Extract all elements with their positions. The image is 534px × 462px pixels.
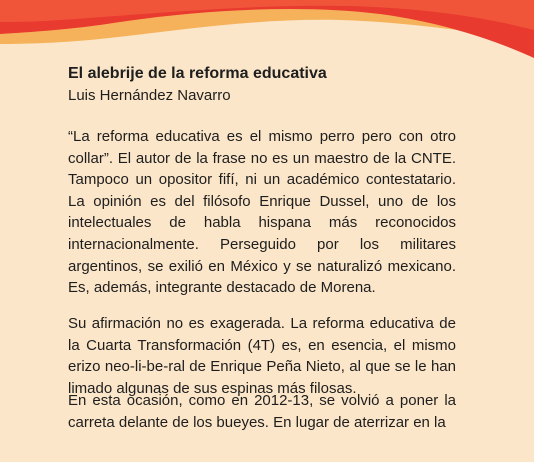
article-paragraph-3: En esta ocasión, como en 2012-13, se volvió a poner la carreta delante de los bueyes. En lugar de aterrizar en la — [68, 392, 456, 431]
article-paragraph-2: Su afirmación no es exagerada. La reforma educativa de la Cuarta Transformación (4T) es, en esencia, el mismo erizo neo-li-be-ral de Enrique Peña Nieto, al que se le han limado algunas de sus espinas más filosas. — [68, 315, 456, 397]
article-author: Luis Hernández Navarro — [68, 87, 231, 104]
article-paragraph-1: “La reforma educativa es el mismo perro pero con otro collar”. El autor de la frase no es un maestro de la CNTE. Tampoco un opositor fifí, ni un académico contestatario. La opinión es del filósofo Enrique Dussel, uno de los intelectuales de habla hispana más reconocidos internacionalmente. Perseguido por los militares argentinos, se exilió en México y se naturalizó mexicano. Es, además, integrante destacado de Morena. — [68, 128, 456, 297]
article — [68, 64, 456, 431]
decorative-header-waves — [0, 0, 534, 70]
article-title: El alebrije de la reforma educativa — [68, 65, 327, 82]
